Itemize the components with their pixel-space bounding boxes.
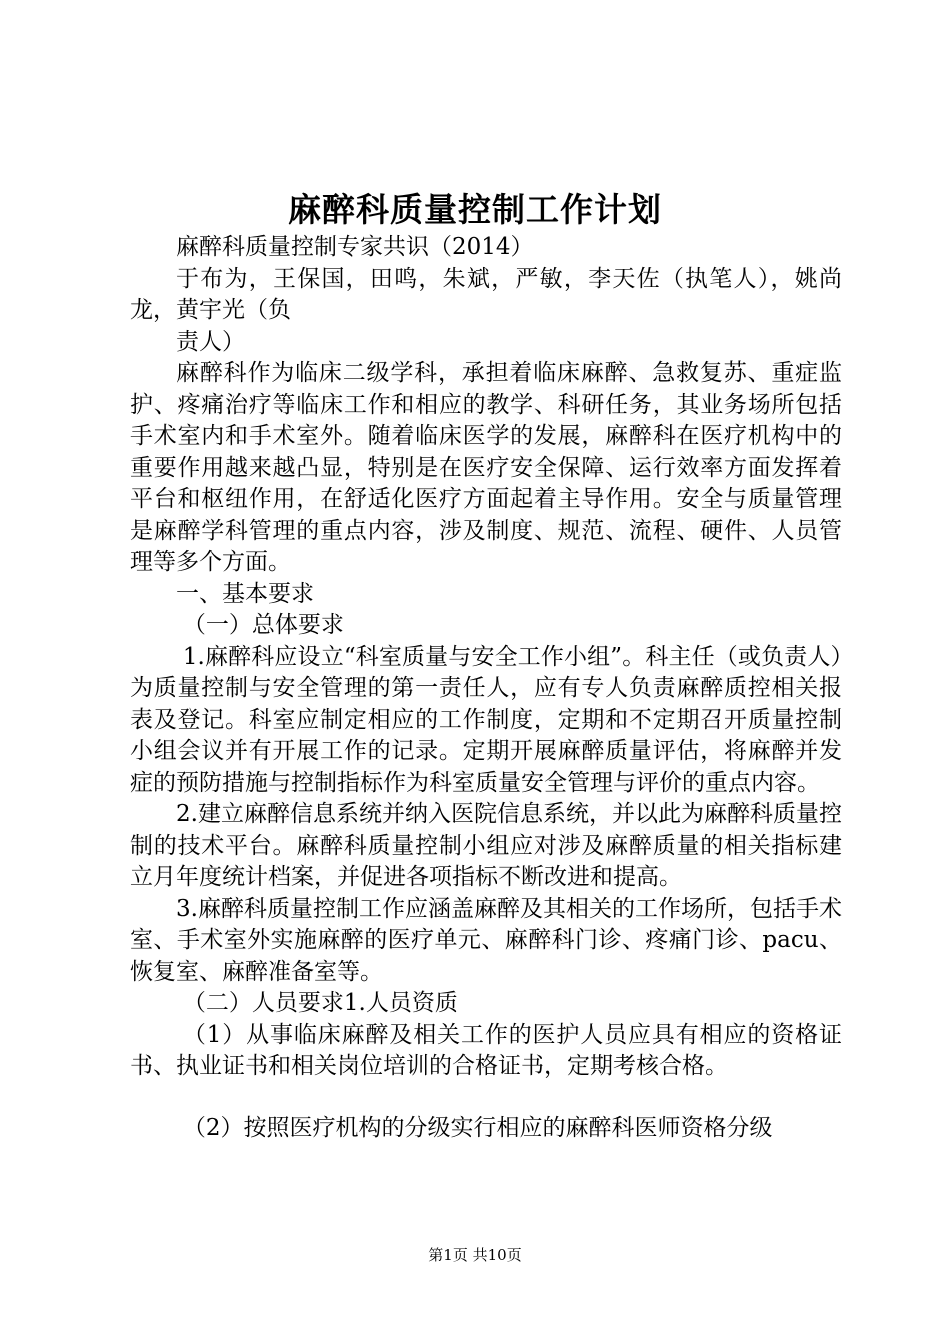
document-body	[130, 232, 842, 1144]
paragraph-subtitle: 麻醉科质量控制专家共识（2014）	[176, 234, 534, 260]
document-title: 麻醉科质量控制工作计划	[288, 190, 662, 229]
paragraph-item-1: 1.麻醉科应设立“科室质量与安全工作小组”。科主任（或负责人）为质量控制与安全管理的第一责任人，应有专人负责麻醉质控相关报表及登记。科室应制定相应的工作制度，定期和不定期召开质量控制小组会议并有开展工作的记录。定期开展麻醉质量评估，将麻醉并发症的预防措施与控制指标作为科室质量安全管理与评价的重点内容。	[130, 643, 842, 796]
subsection-heading-2: （二）人员要求1.人员资质	[182, 990, 458, 1016]
subsection-heading: （一）总体要求	[182, 612, 344, 638]
paragraph-item-5: （2）按照医疗机构的分级实行相应的麻醉科医师资格分级	[182, 1114, 773, 1141]
page-number: 第1页 共10页	[428, 1246, 522, 1264]
paragraph-item-4: （1）从事临床麻醉及相关工作的医护人员应具有相应的资格证书、执业证书和相关岗位培训的合格证书，定期考核合格。	[130, 1021, 842, 1079]
paragraph-item-2: 2.建立麻醉信息系统并纳入医院信息系统，并以此为麻醉科质量控制的技术平台。麻醉科质量控制小组应对涉及麻醉质量的相关指标建立月年度统计档案，并促进各项指标不断改进和提高。	[130, 801, 842, 890]
section-heading: 一、基本要求	[176, 580, 314, 607]
paragraph-authors-cont: 责人）	[176, 328, 245, 355]
paragraph-authors: 于布为，王保国，田鸣，朱斌，严敏，李天佐（执笔人），姚尚龙，黄宇光（负	[130, 265, 842, 323]
paragraph-gap	[130, 1083, 842, 1113]
paragraph-intro: 麻醉科作为临床二级学科，承担着临床麻醉、急救复苏、重症监护、疼痛治疗等临床工作和相应的教学、科研任务，其业务场所包括手术室内和手术室外。随着临床医学的发展，麻醉科在医疗机构中的重要作用越来越凸显，特别是在医疗安全保障、运行效率方面发挥着平台和枢纽作用，在舒适化医疗方面起着主导作用。安全与质量管理是麻醉学科管理的重点内容，涉及制度、规范、流程、硬件、人员管理等多个方面。	[130, 360, 842, 575]
paragraph-item-3: 3.麻醉科质量控制工作应涵盖麻醉及其相关的工作场所，包括手术室、手术室外实施麻醉的医疗单元、麻醉科门诊、疼痛门诊、pacu、恢复室、麻醉准备室等。	[130, 895, 842, 985]
